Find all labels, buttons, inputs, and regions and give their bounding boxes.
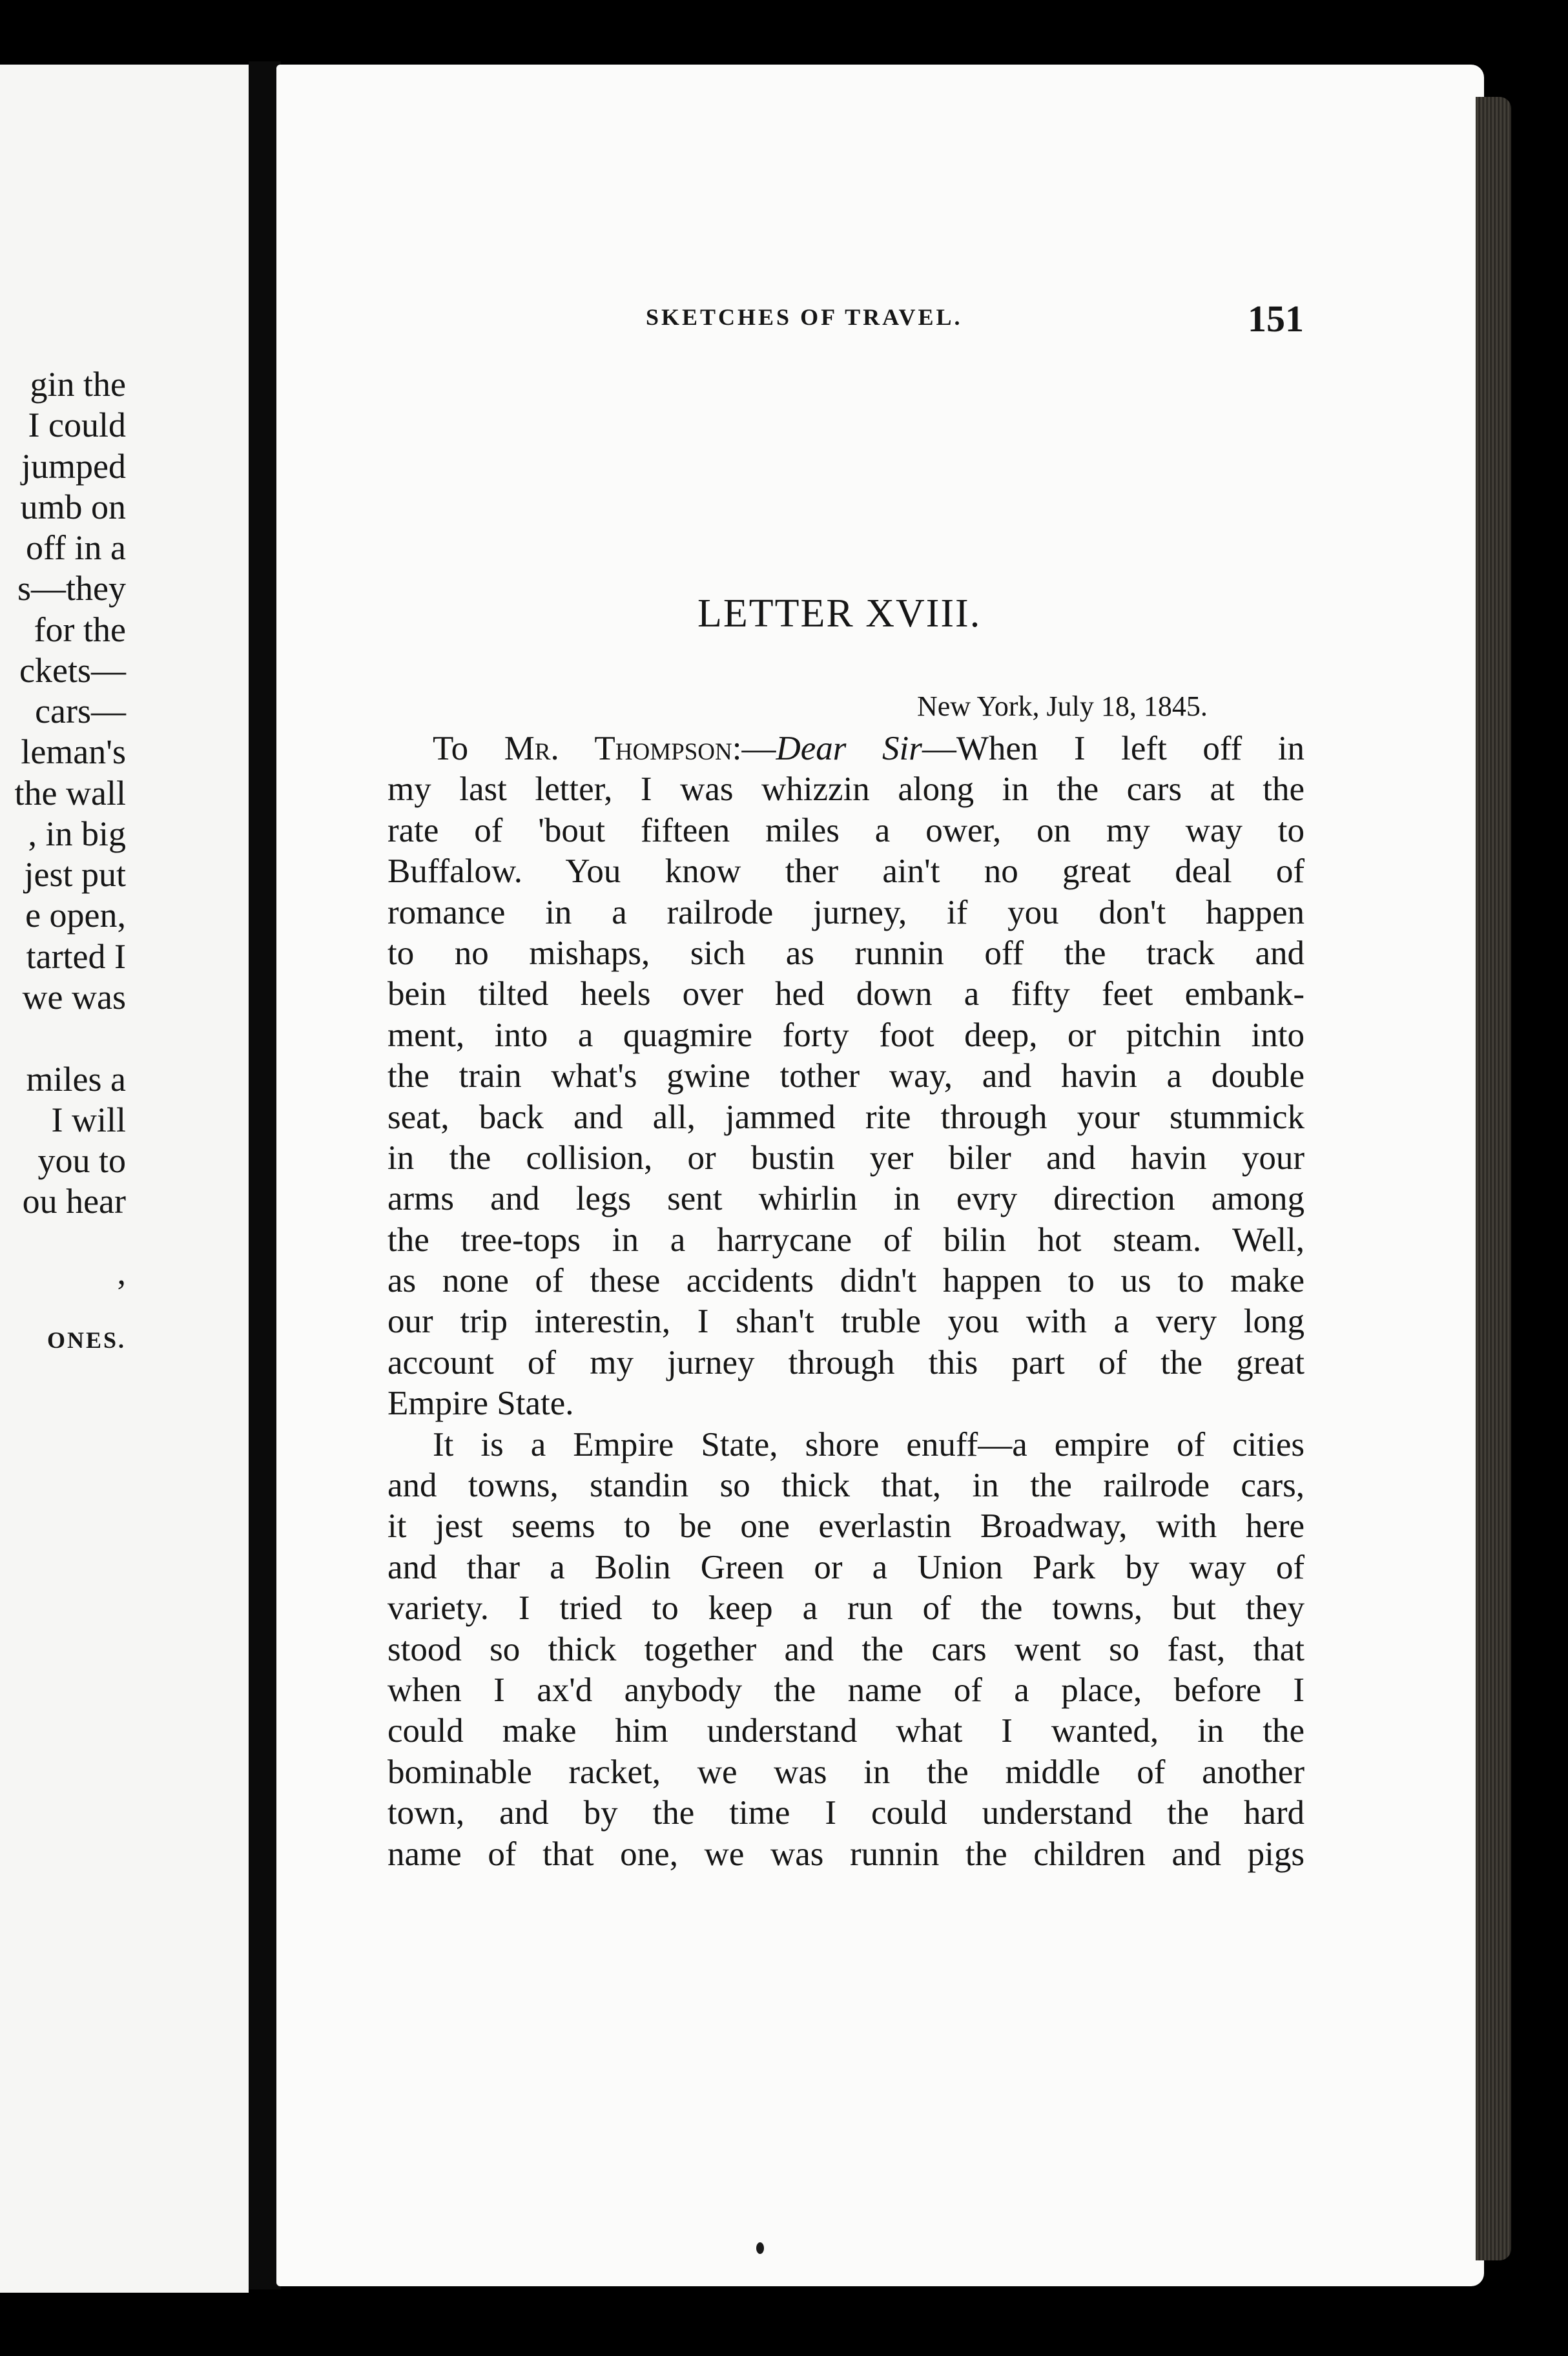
left-line: , in big xyxy=(28,814,126,853)
body-line: and thar a Bolin Green or a Union Park by way of xyxy=(387,1548,1305,1586)
body-line: it jest seems to be one everlastin Broadway, with here xyxy=(387,1507,1305,1545)
page-number: 151 xyxy=(1248,298,1304,340)
body-line: rate of 'bout fifteen miles a ower, on my way to xyxy=(387,811,1305,849)
body-line: arms and legs sent whirlin in evry direction among xyxy=(387,1180,1305,1218)
left-line: gin the xyxy=(30,365,126,404)
running-head: SKETCHES OF TRAVEL. xyxy=(646,304,963,330)
dear-sir: Dear Sir xyxy=(776,730,922,767)
body-line: romance in a railrode jurney, if you don't happen xyxy=(387,893,1305,931)
left-line: you to xyxy=(37,1141,126,1180)
left-line: cars— xyxy=(35,692,126,730)
body-line: seat, back and all, jammed rite through your stummick xyxy=(387,1098,1305,1136)
left-line: ou hear xyxy=(22,1182,126,1221)
left-line: for the xyxy=(34,610,126,649)
salutation-colon: :— xyxy=(732,730,776,767)
body-line: ment, into a quagmire forty foot deep, or pitchin into xyxy=(387,1016,1305,1054)
body-line: when I ax'd anybody the name of a place, before I xyxy=(387,1671,1305,1709)
body-line: town, and by the time I could understand the hard xyxy=(387,1794,1305,1832)
left-line: umb on xyxy=(20,488,126,526)
left-line: off in a xyxy=(26,528,126,567)
left-line: I could xyxy=(28,406,126,444)
addressee: Mr. Thompson xyxy=(504,730,732,767)
left-signature: ONES. xyxy=(46,1327,126,1353)
left-line: , xyxy=(117,1253,126,1292)
footer-ornament xyxy=(756,2242,764,2254)
salutation-rest: —When I left off in xyxy=(922,730,1305,767)
body-line: our trip interestin, I shan't truble you with a very long xyxy=(387,1303,1305,1341)
left-line: jumped xyxy=(21,447,126,486)
body-line: Buffalow. You know ther ain't no great deal of xyxy=(387,852,1305,891)
left-line: we was xyxy=(22,978,126,1017)
dateline: New York, July 18, 1845. xyxy=(917,690,1208,722)
left-line: miles a xyxy=(26,1060,126,1099)
body-line: the train what's gwine tother way, and havin a double xyxy=(387,1057,1305,1095)
body-line: bein tilted heels over hed down a fifty feet embank- xyxy=(387,975,1305,1013)
body-line: as none of these accidents didn't happen to us to make xyxy=(387,1262,1305,1300)
salutation-line xyxy=(387,728,1305,769)
left-line: ckets— xyxy=(19,651,126,690)
body-line: and towns, standin so thick that, in the railrode cars, xyxy=(387,1467,1305,1505)
page-fore-edge xyxy=(1476,97,1511,2260)
left-line: s—they xyxy=(17,569,126,608)
body-line: the tree-tops in a harrycane of bilin hot steam. Well, xyxy=(387,1221,1305,1259)
left-line: e open, xyxy=(25,896,126,935)
body-line: account of my jurney through this part of the great xyxy=(387,1343,1305,1381)
letter-body xyxy=(387,728,1305,1875)
letter-title: LETTER XVIII. xyxy=(697,592,982,636)
body-line: bominable racket, we was in the middle of another xyxy=(387,1753,1305,1791)
left-line: leman's xyxy=(21,732,126,771)
left-line: I will xyxy=(51,1100,126,1139)
salutation-to: To xyxy=(433,730,504,767)
body-line: my last letter, I was whizzin along in the cars at the xyxy=(387,770,1305,809)
body-line: Empire State. xyxy=(387,1385,574,1423)
left-line: tarted I xyxy=(26,937,126,976)
body-line: variety. I tried to keep a run of the towns, but they xyxy=(387,1589,1305,1628)
body-line: name of that one, we was runnin the children and pigs xyxy=(387,1835,1305,1873)
left-line: the wall xyxy=(14,774,126,812)
body-line: stood so thick together and the cars went so fast, that xyxy=(387,1630,1305,1668)
body-line: could make him understand what I wanted, in the xyxy=(387,1712,1305,1750)
body-line: to no mishaps, sich as runnin off the track and xyxy=(387,934,1305,972)
left-line: jest put xyxy=(24,855,126,894)
body-line: in the collision, or bustin yer biler and havin your xyxy=(387,1139,1305,1177)
previous-page-fragment xyxy=(0,65,249,2293)
body-line: It is a Empire State, shore enuff—a empire of cities xyxy=(433,1425,1305,1463)
